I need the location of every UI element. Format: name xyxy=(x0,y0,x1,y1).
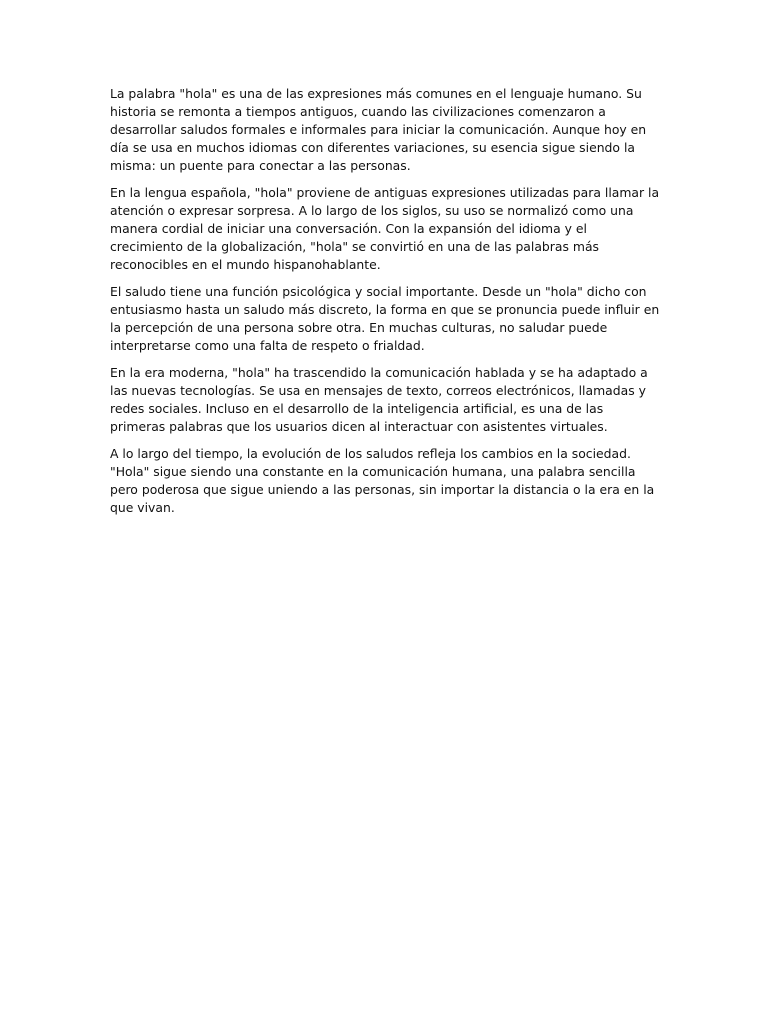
document-body xyxy=(110,85,662,526)
paragraph-4: En la era moderna, "hola" ha trascendido la comunicación hablada y se ha adaptado a las nuevas tecnologías. Se usa en mensajes de texto, correos electrónicos, llamadas y redes sociales. Incluso en el desarrollo de la inteligencia artificial, es una de las primeras palabras que los usuarios dicen al interactuar con asistentes virtuales. xyxy=(110,365,648,434)
paragraph-5: A lo largo del tiempo, la evolución de los saludos refleja los cambios en la sociedad. "Hola" sigue siendo una constante en la comunicación humana, una palabra sencilla pero poderosa que sigue uniendo a las personas, sin importar la distancia o la era en la que vivan. xyxy=(110,446,655,515)
paragraph-1: La palabra "hola" es una de las expresiones más comunes en el lenguaje humano. Su historia se remonta a tiempos antiguos, cuando las civilizaciones comenzaron a desarrollar saludos formales e informales para iniciar la comunicación. Aunque hoy en día se usa en muchos idiomas con diferentes variaciones, su esencia sigue siendo la misma: un puente para conectar a las personas. xyxy=(110,86,647,173)
paragraph-3: El saludo tiene una función psicológica y social importante. Desde un "hola" dicho con entusiasmo hasta un saludo más discreto, la forma en que se pronuncia puede influir en la percepción de una persona sobre otra. En muchas culturas, no saludar puede interpretarse como una falta de respeto o frialdad. xyxy=(110,284,660,353)
paragraph-2: En la lengua española, "hola" proviene de antiguas expresiones utilizadas para llamar la atención o expresar sorpresa. A lo largo de los siglos, su uso se normalizó como una manera cordial de iniciar una conversación. Con la expansión del idioma y el crecimiento de la globalización, "hola" se convirtió en una de las palabras más reconocibles en el mundo hispanohablante. xyxy=(110,185,660,272)
